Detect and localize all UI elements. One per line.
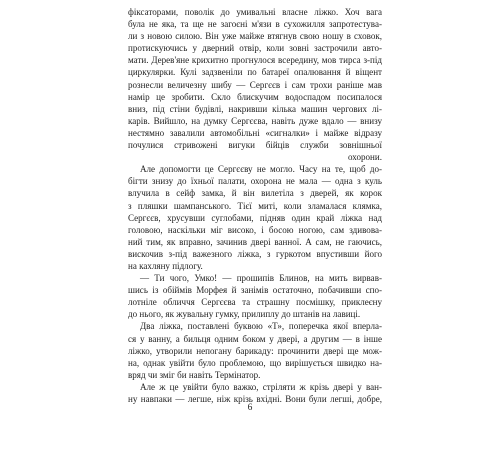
text-line: лотніле обличчя Сергєєва та страшну посмішку, приклеєну	[128, 297, 382, 308]
text-line: рознесли величезну шибу — Сергєєв і сам трохи раніше мав	[128, 79, 382, 90]
text-line: нестямно завалили автомобільні «сигналки» і майже відразу	[128, 127, 382, 138]
text-line: на кахляну підлогу.	[128, 260, 203, 271]
text-line: фіксаторами, поволік до умивальні власне ліжко. Хоч вага	[128, 7, 382, 17]
text-line: ний тим, як вправно, зачинив двері ванної. А сам, не гаючись,	[128, 236, 382, 247]
text-line: Але допомогти це Сергєєву не могло. Часу на те, щоб до-	[140, 164, 382, 175]
text-line: Сергєєв, хрусувши суглобами, підняв один край ліжка над	[128, 212, 382, 223]
text-line: влучила в сейф замка, й він вилетіла з дверей, як корок	[128, 188, 382, 199]
text-line: протискуючись у дверний отвір, коли зовні застрочили авто-	[128, 43, 382, 54]
text-line: циркулярки. Кулі задзвеніли по батареї опалювання й віщент	[128, 67, 382, 78]
text-line: шись із обіймів Морфея й занімів остаточно, побачивши спо-	[128, 285, 382, 296]
text-line: почулися стривожені вигуки бійців служби зовнішньої	[128, 140, 382, 151]
text-line: бігти знизу до їхньої палати, охорона не мала — одна з куль	[128, 176, 382, 187]
text-line: до нього, як жувальну гумку, прилиплу до штанів на лавиці.	[128, 309, 361, 320]
text-line: з пляшки шампанського. Тієї миті, коли зламалася клямка,	[128, 200, 382, 211]
page-number: 6	[247, 403, 253, 413]
text-line: вниз, під стіни будівлі, накривши кілька машин чергових лі-	[128, 103, 382, 114]
text-line: ли з новою силою. Він уже майже втягнув свою ношу в сховок,	[128, 31, 382, 42]
text-line: на, однак увійти було проблемою, що вирішується швидко на-	[128, 357, 382, 368]
text-line: була не яка, та ще не загоєні м'язи в сухожилля запротестува-	[128, 19, 382, 30]
text-line: — Ти чого, Умко! — прошипів Блинов, на мить вирвав-	[140, 273, 382, 284]
text-line: головою, наскільки міг високо, і босою ногою, сам здивова-	[128, 224, 382, 235]
body-text	[128, 6, 382, 405]
text-line: Але ж це увійти було важко, стріляти ж крізь двері у ван-	[140, 381, 382, 392]
text-line: Два ліжка, поставлені буквою «Т», поперечка якої вперла-	[140, 321, 382, 332]
text-line: намір це зробити. Скло блискучим водоспадом посипалося	[128, 91, 382, 102]
text-line: вискочив з-під важезного ліжка, з гуркотом впустивши його	[128, 248, 382, 259]
text-line: мати. Дерев'яне крихитно прогнулося всередину, мов тирса з-під	[128, 55, 382, 66]
text-line: ліжко, утворили непогану барикаду: прочинити двері ще мож-	[128, 345, 382, 356]
text-line: карів. Вийшло, на думку Сергєєва, навіть дуже вдало — внизу	[128, 115, 382, 126]
text-line: охорони.	[348, 152, 382, 163]
text-line: ну навпаки — легше, ніж крізь вхідні. Вони були легші, добре,	[128, 394, 382, 404]
text-line: ся у ванну, а бильця одним боком у двері, а другим — в інше	[128, 333, 382, 344]
text-line: вряд чи зміг би навіть Термінатор.	[128, 369, 261, 380]
